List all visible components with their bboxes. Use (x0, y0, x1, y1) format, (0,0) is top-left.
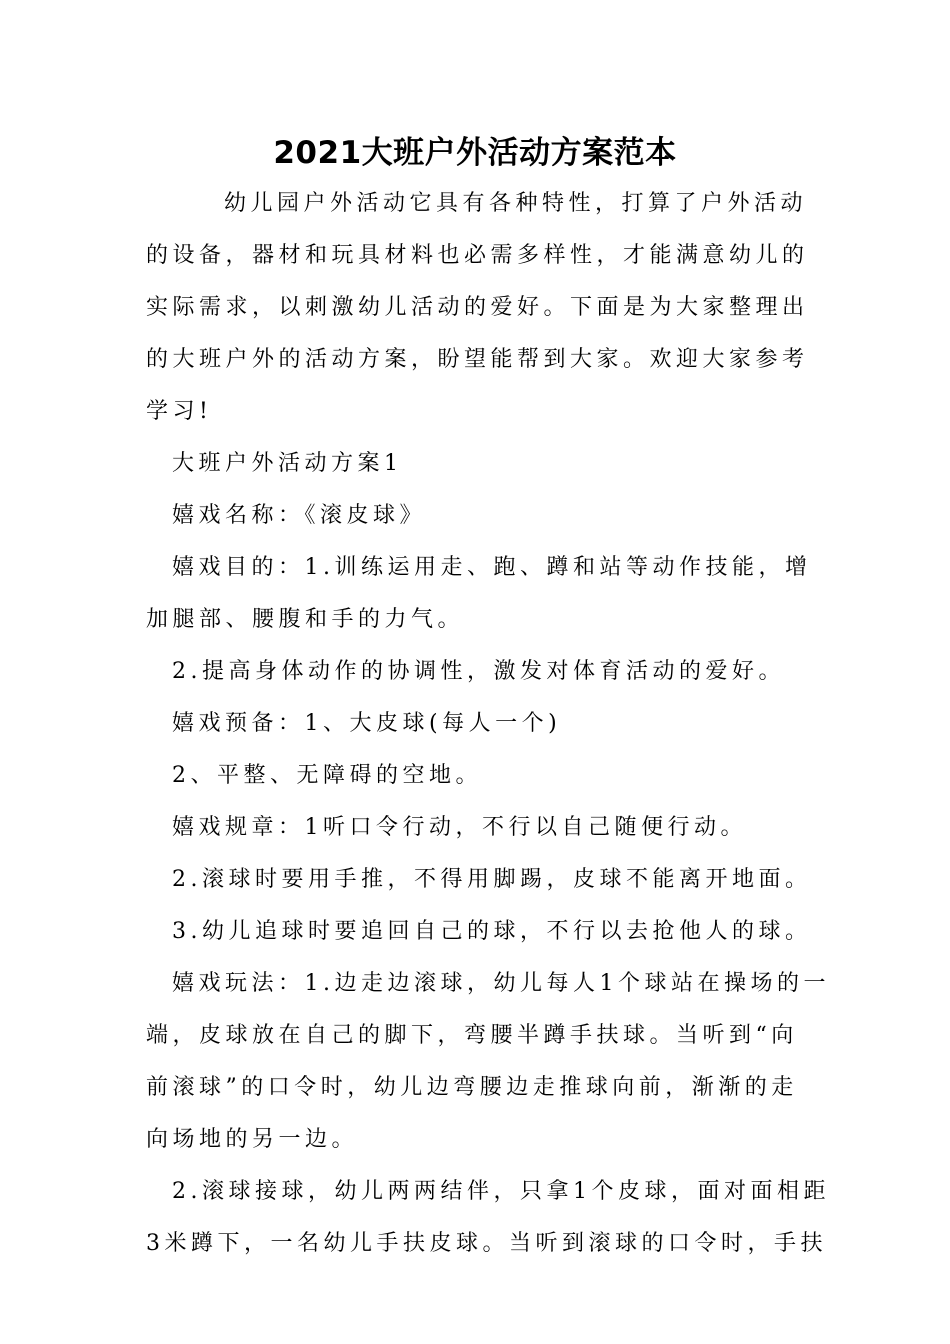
paragraph-line: 前滚球”的口令时，幼儿边弯腰边走推球向前，渐渐的走 (146, 1075, 798, 1100)
paragraph-line: 实际需求，以刺激幼儿活动的爱好。下面是为大家整理出 (146, 295, 809, 320)
paragraph-line: 3.幼儿追球时要追回自己的球，不行以去抢他人的球。 (172, 919, 812, 944)
paragraph-line: 2.滚球时要用手推，不得用脚踢，皮球不能离开地面。 (172, 867, 812, 892)
paragraph-line: 3米蹲下，一名幼儿手扶皮球。当听到滚球的口令时，手扶 (146, 1231, 827, 1256)
paragraph-line: 2.提高身体动作的协调性，激发对体育活动的爱好。 (172, 659, 785, 684)
paragraph-line: 嬉戏目的：1.训练运用走、跑、蹲和站等动作技能，增 (172, 555, 812, 580)
document-title: 2021大班户外活动方案范本 (273, 135, 677, 171)
paragraph-line: 嬉戏规章：1听口令行动，不行以自己随便行动。 (172, 815, 747, 840)
paragraph-line: 嬉戏预备：1、大皮球(每人一个) (172, 711, 562, 736)
document-body (146, 178, 830, 1270)
paragraph-line: 端，皮球放在自己的脚下，弯腰半蹲手扶球。当听到“向 (146, 1023, 798, 1048)
paragraph-line: 的设备，器材和玩具材料也必需多样性，才能满意幼儿的 (146, 243, 809, 268)
paragraph-line: 学习! (146, 399, 213, 424)
paragraph-line: 嬉戏玩法：1.边走边滚球，幼儿每人1个球站在操场的一 (172, 971, 830, 996)
paragraph-line: 嬉戏名称：《滚皮球》 (172, 503, 427, 528)
paragraph-line: 加腿部、腰腹和手的力气。 (146, 607, 465, 632)
paragraph-line: 2、平整、无障碍的空地。 (172, 763, 482, 788)
paragraph-line: 幼儿园户外活动它具有各种特性，打算了户外活动 (224, 191, 808, 216)
paragraph-line: 向场地的另一边。 (146, 1127, 359, 1152)
section-heading: 大班户外活动方案1 (172, 451, 403, 476)
paragraph-line: 的大班户外的活动方案，盼望能帮到大家。欢迎大家参考 (146, 347, 809, 372)
paragraph-line: 2.滚球接球，幼儿两两结伴，只拿1个皮球，面对面相距 (172, 1179, 830, 1204)
